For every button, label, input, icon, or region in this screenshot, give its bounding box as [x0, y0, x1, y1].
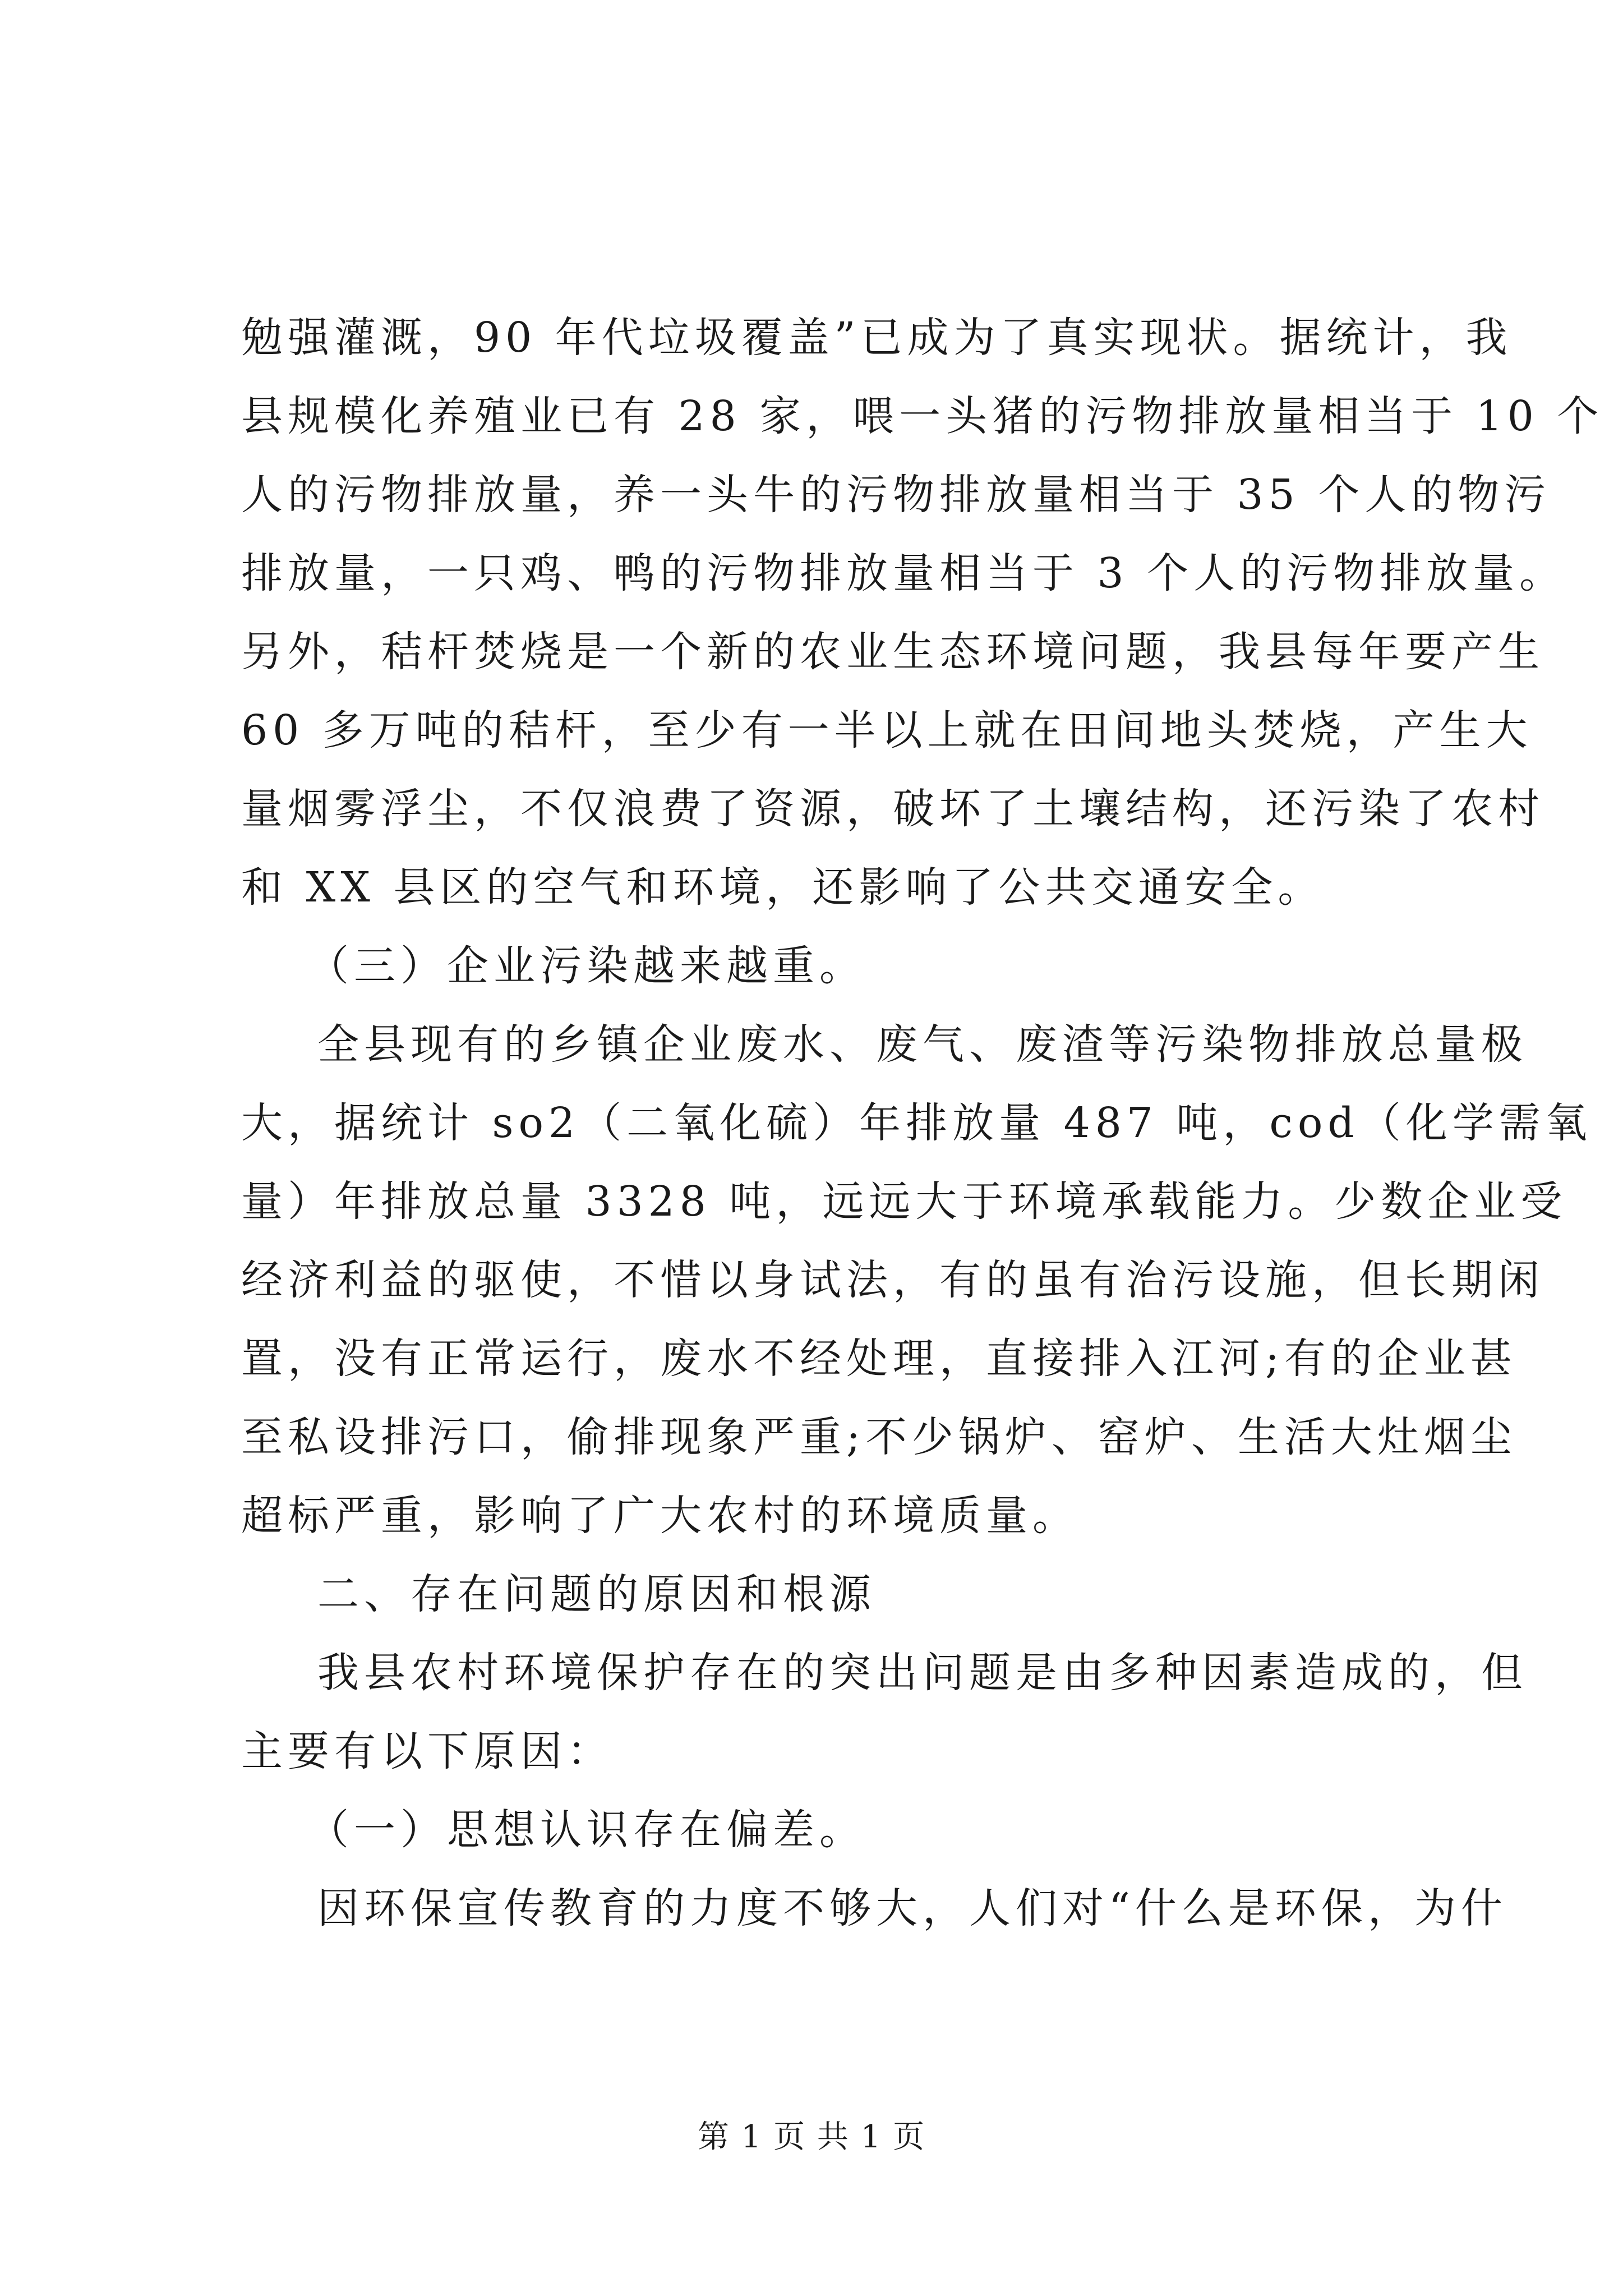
text-line: 量烟雾浮尘，不仅浪费了资源，破坏了土壤结构，还污染了农村: [241, 785, 1544, 833]
text-line: 排放量，一只鸡、鸭的污物排放量相当于 3 个人的污物排放量。: [241, 549, 1566, 597]
text-line: 60 多万吨的秸杆，至少有一半以上就在田间地头焚烧，产生大: [241, 706, 1533, 754]
section-heading: 二、存在问题的原因和根源: [317, 1570, 876, 1618]
text-line: 置，没有正常运行，废水不经处理，直接排入江河;有的企业甚: [241, 1335, 1517, 1383]
page-footer: 第 1 页 共 1 页: [697, 2119, 926, 2155]
text-line: 另外，秸杆焚烧是一个新的农业生态环境问题，我县每年要产生: [241, 628, 1544, 676]
text-line: 至私设排污口，偷排现象严重;不少锅炉、窑炉、生活大灶烟尘: [241, 1413, 1517, 1461]
section-heading: （一）思想认识存在偏差。: [307, 1806, 866, 1854]
text-line: 大，据统计 so2（二氧化硫）年排放量 487 吨，cod（化学需氧: [241, 1099, 1592, 1147]
section-heading: （三）企业污染越来越重。: [307, 942, 866, 990]
text-line: 量）年排放总量 3328 吨，远远大于环境承载能力。少数企业受: [241, 1177, 1567, 1226]
text-line: 人的污物排放量，养一头牛的污物排放量相当于 35 个人的物污: [241, 471, 1551, 519]
text-line: 县规模化养殖业已有 28 家，喂一头猪的污物排放量相当于 10 个: [241, 392, 1604, 440]
paragraph-first-line: 我县农村环境保护存在的突出问题是由多种因素造成的，但: [317, 1649, 1528, 1697]
paragraph-first-line: 全县现有的乡镇企业废水、废气、废渣等污染物排放总量极: [317, 1020, 1528, 1069]
paragraph-first-line: 因环保宣传教育的力度不够大，人们对“什么是环保，为什: [317, 1884, 1507, 1932]
text-line: 和 XX 县区的空气和环境，还影响了公共交通安全。: [241, 863, 1325, 912]
text-line: 超标严重，影响了广大农村的环境质量。: [241, 1492, 1079, 1540]
text-line: 勉强灌溉，90 年代垃圾覆盖”已成为了真实现状。据统计，我: [241, 314, 1513, 362]
text-line: 主要有以下原因：: [241, 1727, 614, 1775]
text-line: 经济利益的驱使，不惜以身试法，有的虽有治污设施，但长期闲: [241, 1256, 1544, 1304]
